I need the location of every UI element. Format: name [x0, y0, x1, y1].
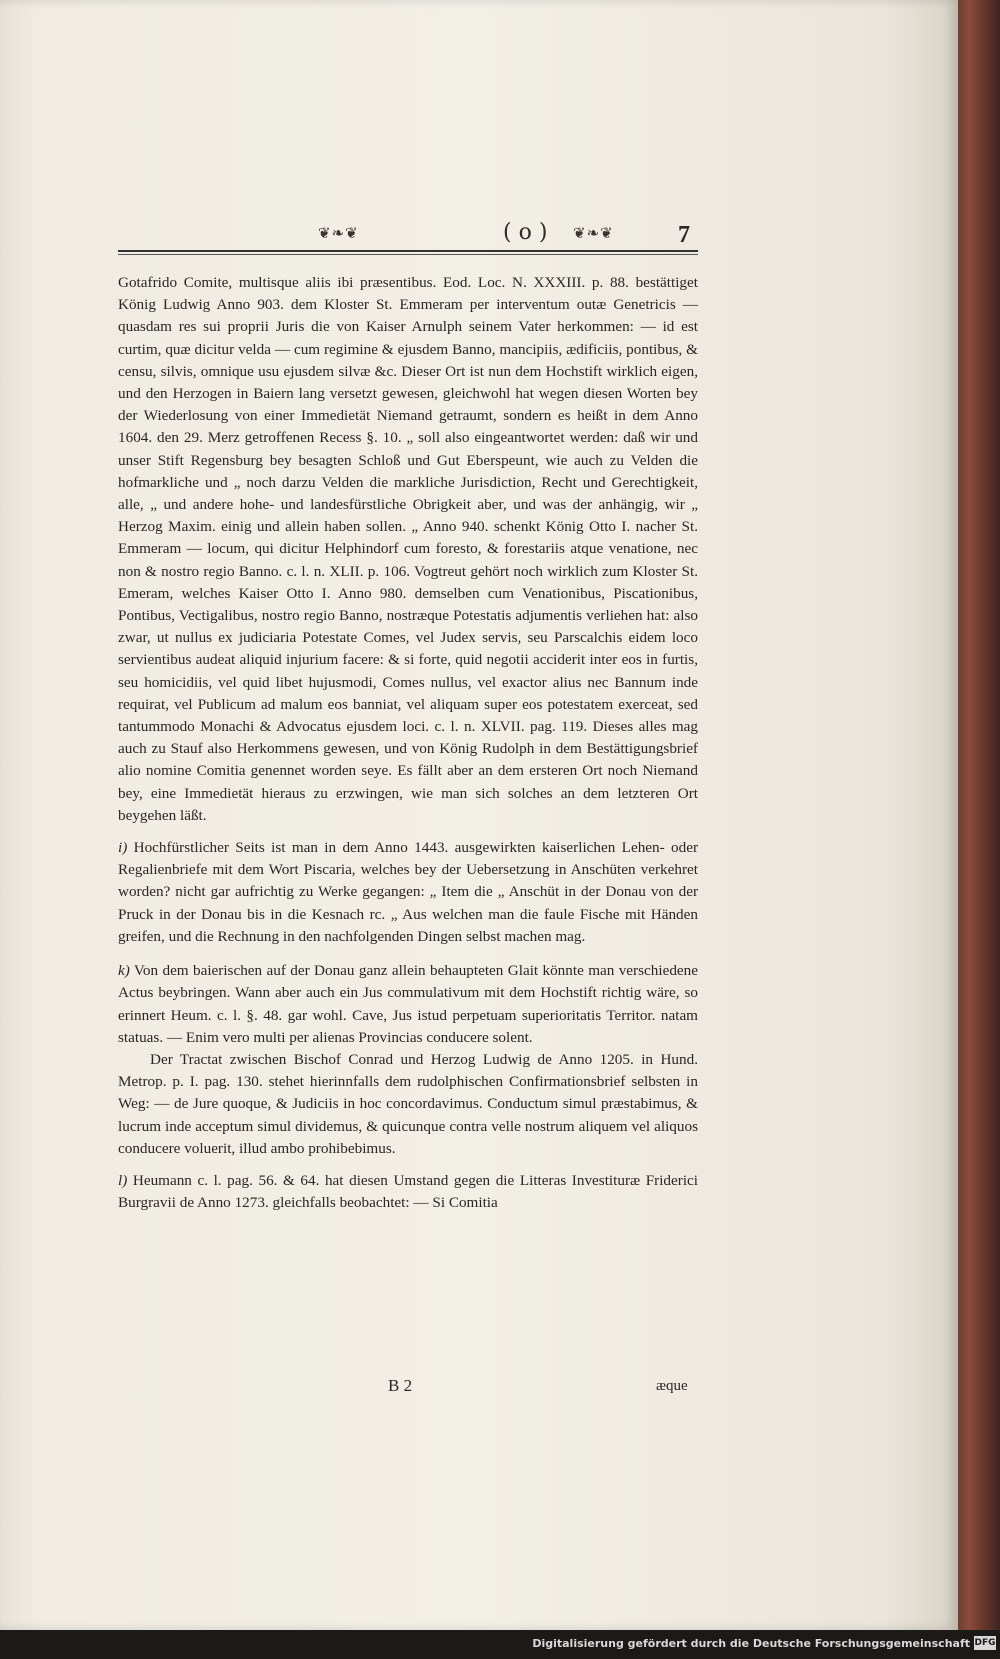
footnote-l	[118, 1170, 698, 1214]
main-text	[118, 272, 698, 827]
footnote-text: Von dem baierischen auf der Donau ganz allein behaupteten Glait könnte man verschiedene Actus beybringen. Wann aber auch ein Jus commulativum mit dem Hochstift richtig wäre, so erinnert Heum. c. l. §. 48. gar wohl. Cave, Jus istud perpetuam superioritatis Territor. natam statuas. — Enim vero multi per alienas Provincias conducere solent.	[118, 962, 698, 1046]
footnote-k	[118, 960, 698, 1049]
ornament-left-icon: ❦❧❦	[318, 224, 359, 242]
footnote-marker: k)	[118, 962, 130, 980]
catchword: æque	[656, 1378, 688, 1394]
dfg-logo-icon: DFG	[974, 1638, 996, 1648]
page-number: 7	[678, 222, 690, 248]
dfg-banner	[0, 1630, 1000, 1659]
ornament-right-icon: ❦❧❦	[573, 224, 614, 242]
header-rule-thin	[118, 254, 698, 255]
footnote-text: Hochfürstlicher Seits ist man in dem Anno 1443. ausgewirkten kaiserlichen Lehen- oder Regalienbriefe mit dem Wort Piscaria, welches bey der Uebersetzung in Anschüten verkehret worden? nicht gar aufrichtig zu Werke gegangen: „ Item die „ Anschüt in der Donau von der Pruck in der Donau bis in die Kesnach rc. „ Aus welchen man die faule Fische mit Händen greifen, und die Rechnung in den nachfolgenden Dingen selbst machen mag.	[118, 839, 698, 945]
footnote-i	[118, 837, 698, 948]
footnote-text: Heumann c. l. pag. 56. & 64. hat diesen Umstand gegen die Litteras Investituræ Friderici Burgravii de Anno 1273. gleichfalls beobachtet: — Si Comitia	[118, 1171, 699, 1212]
footnote-k-continuation	[118, 1049, 698, 1160]
sub-paragraph: Der Tractat zwischen Bischof Conrad und Herzog Ludwig de Anno 1205. in Hund. Metrop. p. I. pag. 130. stehet hierinnfalls dem rudolphischen Confirmationsbrief selbsten in Weg: — de Jure quoque, & Judiciis in hoc concordavimus. Conductum simul præstabimus, & lucrum inde acceptum simul dividemus, & quicunque contra velle nostrum aliquem vel aliquos conducere voluerit, illud ambo prohibebimus.	[118, 1050, 698, 1157]
book-cover-edge	[958, 0, 1000, 1630]
header-rule	[118, 250, 698, 252]
signature-mark: ( o )	[503, 220, 548, 245]
main-paragraph: Gotafrido Comite, multisque aliis ibi præsentibus. Eod. Loc. N. XXXIII. p. 88. bestättiget König Ludwig Anno 903. dem Kloster St. Emmeram per interventum outæ Genetricis — quasdam res sui proprii Juris die von Kaiser Arnulph seinem Vater herkommen: — id est curtim, quæ dicitur velda — cum regimine & ejusdem Banno, mancipiis, ædificiis, pontibus, & censu, silvis, omnique usu ejusdem silvæ &c. Dieser Ort ist nun dem Hochstift wirklich eigen, und den Herzogen in Baiern lang versetzt gewesen, gleichwohl hat wegen diesen Worten bey der Wiederlosung von einer Immedietät Niemand getraumt, sondern es heißt in dem Anno 1604. den 29. Merz getroffenen Recess §. 10. „ soll also eingeantwortet werden: daß wir und unser Stift Regensburg bey besagten Schloß und Gut Eberspeunt, wie auch zu Velden die hofmarkliche und „ noch darzu Velden die markliche Jurisdiction, Recht und Gerechtigkeit, alle, „ und andere hohe- und landesfürstliche Obrigkeit aber, und was der anhängig, wir „ Herzog Maxim. einig und allein haben sollen. „ Anno 940. schenkt König Otto I. nacher St. Emmeram — locum, qui dicitur Helphindorf cum foresto, & forestariis atque venatione, nec non & nostro regio Banno. c. l. n. XLII. p. 106. Vogtreut gehört noch wirklich zum Kloster St. Emeram, welches Kaiser Otto I. Anno 980. demselben cum Venationibus, Piscationibus, Pontibus, Vectigalibus, nostro regio Banno, nostræque Potestatis adjumentis verliehen hat: also zwar, ut nullus ex judiciaria Potestate Comes, vel Judex servis, seu Parscalchis eidem loco servientibus audeat aliquid injurium facere: & si forte, quid negotii acciderit inter eos in furtis, seu homicidiis, vel quid libet hujusmodi, Comes nullus, vel exactor alius nec Bannum inde requirat, vel Publicum ad malum eos banniat, vel aliquam super eos potestatem exerceat, sed tantummodo Monachi & Advocatus ejusdem loci. c. l. n. XLVII. pag. 119. Dieses alles mag auch zu Stauf also Herkommens gewesen, und von König Rudolph in dem Bestättigungsbrief alio nomine Comitia genennet worden seye. Es fällt aber an dem ersteren Ort noch Niemand bey, eine Immedietät hieraus zu erzwingen, wie man sich solches an dem letzteren Ort beygehen läßt.	[118, 274, 698, 824]
page-body	[118, 272, 698, 1214]
dfg-banner-text: Digitalisierung gefördert durch die Deutsche Forschungsgemeinschaft	[532, 1637, 970, 1650]
signature-b2: B 2	[388, 1376, 413, 1395]
running-header	[118, 218, 698, 254]
footnote-marker: i)	[118, 839, 128, 857]
footnote-marker: l)	[118, 1171, 128, 1189]
page-footer	[118, 1376, 698, 1400]
